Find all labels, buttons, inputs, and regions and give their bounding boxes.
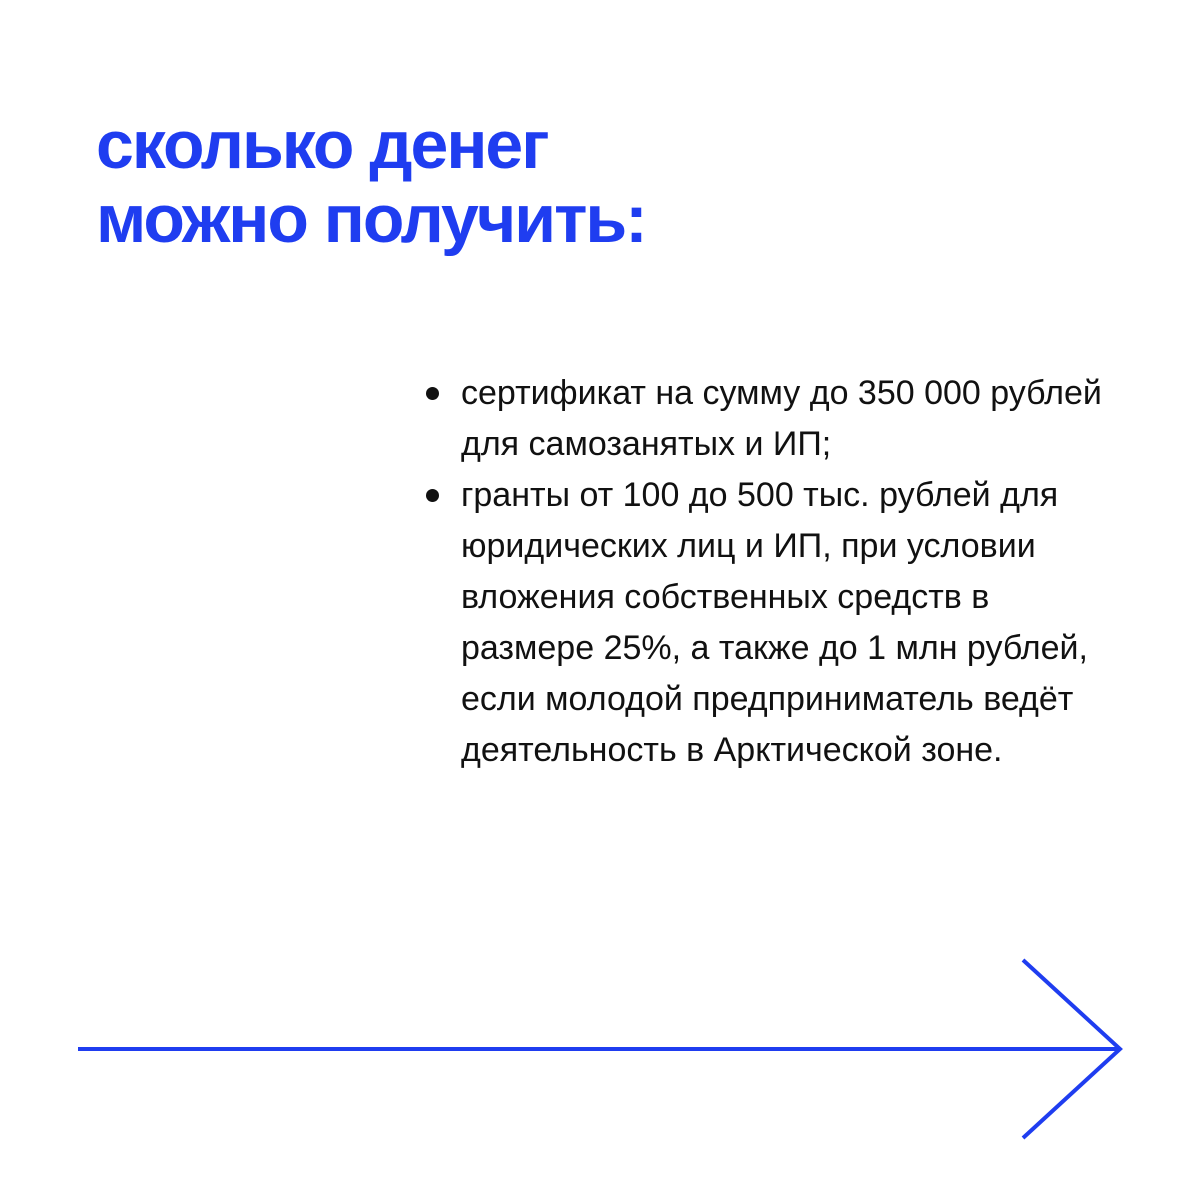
list-item-line: деятельность в Арктической зоне. bbox=[461, 731, 1003, 769]
list-item-line: вложения собственных средств в bbox=[461, 578, 990, 616]
list-item-line: юридических лиц и ИП, при условии bbox=[461, 527, 1036, 565]
list-item-line: сертификат на сумму до 350 000 рублей bbox=[461, 374, 1102, 412]
page-title-line: можно получить: bbox=[96, 181, 646, 257]
list-item-line: если молодой предприниматель ведёт bbox=[461, 680, 1074, 718]
bullet-dot-icon bbox=[426, 489, 439, 502]
list-item bbox=[424, 368, 1144, 470]
list-item-line: размере 25%, а также до 1 млн рублей, bbox=[461, 629, 1088, 667]
page-title bbox=[96, 108, 646, 256]
page-title-line: сколько денег bbox=[96, 107, 548, 183]
arrow-head bbox=[1023, 960, 1120, 1138]
amount-list bbox=[424, 368, 1144, 776]
list-item-line: гранты от 100 до 500 тыс. рублей для bbox=[461, 476, 1059, 514]
list-item-line: для самозанятых и ИП; bbox=[461, 425, 832, 463]
bullet-dot-icon bbox=[426, 387, 439, 400]
list-item bbox=[424, 470, 1144, 776]
